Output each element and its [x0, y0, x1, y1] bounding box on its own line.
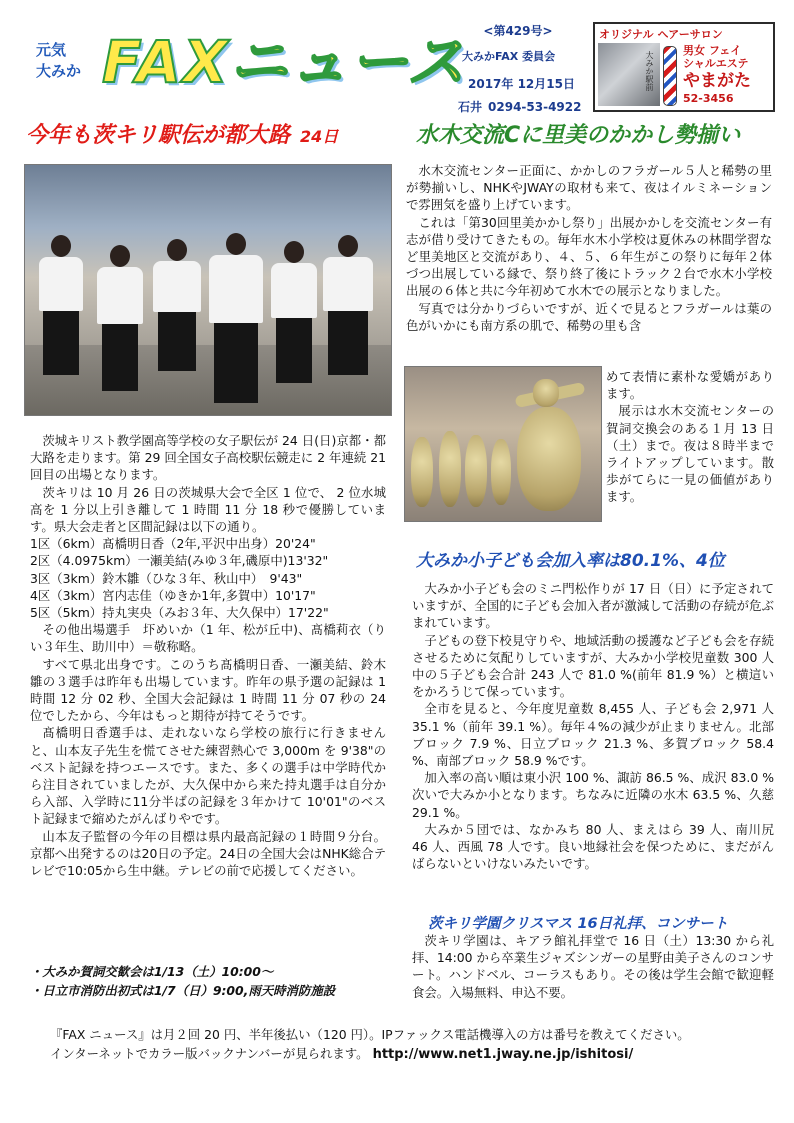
ekiden-paragraph: その他出場選手 圷めいか（1 年、松が丘中)、髙橋莉衣（りい３年生、助川中）＝敬称略。	[30, 622, 386, 655]
contact-name: 石井	[458, 100, 483, 114]
salon-name: やまがた	[683, 71, 751, 91]
mizuki-paragraph: 水木交流センター正面に、かかしのフラガール５人と稀勢の里が勢揃いし、NHKやJWAYの取材も来て、夜はイルミネーションで雰囲気を盛り上げています。	[406, 163, 772, 213]
kodomo-paragraph: 大みか５団では、なかみち 80 人、まえはら 39 人、南川尻 46 人、西風 78 人です。良い地縁社会を保つために、まだがんばらないといけないみたいです。	[412, 821, 774, 872]
committee-name: 大みかFAX 委員会	[462, 50, 556, 63]
mizuki-article-continued	[606, 368, 774, 506]
backnumber-link[interactable]: http://www.net1.jway.ne.jp/ishitosi/	[372, 1047, 634, 1062]
ad-details	[683, 44, 769, 105]
runners-photo	[24, 164, 392, 416]
ekiden-result-leg-4: 4区（3km）宮内志佳（ゆきか1年,多賀中）10'17"	[30, 587, 316, 603]
event-note: ・日立市消防出初式は1/7（日）9:00,雨天時消防施設	[30, 983, 336, 998]
kodomo-paragraph: 全市を見ると、今年度児童数 8,455 人、子ども会 2,971 人 35.1 %（前年 39.1 %）。毎年４%の減少が止まりません。北部ブロック 7.9 %、日立ブロック 21.3 %、多賀ブロック 58.4 %、南部ブロック 58.9 %です。	[412, 701, 774, 769]
xmas-paragraph: 茨キリ学園は、キアラ館礼拝堂で 16 日（土）13:30 から礼拝、14:00 から卒業生ジャズシンガーの星野由美子さんのコンサート。ハンドベル、コーラスもあり。その後は学生会館で歓迎軽食会。入場無料、申込不要。	[412, 933, 774, 1000]
scarecrow-figure	[411, 437, 433, 507]
mizuki-headline: 水木交流Cに里美のかかし勢揃い	[416, 123, 741, 148]
contact	[458, 98, 587, 115]
event-notes	[30, 962, 386, 1000]
ekiden-paragraph: すべて県北出身です。このうち髙橋明日香、一瀬美結、鈴木雛の３選手は昨年も出場しています。昨年の県予選の記録は 1 時間 12 分 02 秒、全国大会記録は 1 時間 11 分 07 秒の 24 位でしたから、今年はもっと期待が持てそうです。	[30, 656, 386, 724]
motto-line-2: 大みか	[36, 62, 82, 80]
salon-advertisement	[593, 22, 775, 112]
event-note: ・大みか賀詞交歓会は1/13（土）10:00～	[30, 964, 274, 979]
xmas-article	[412, 932, 774, 1001]
ekiden-headline	[26, 118, 338, 149]
ekiden-result-leg-2: 2区（4.0975km）一瀬美結(みゆ３年,磯原中)13'32"	[30, 553, 329, 569]
motto-line-1: 元気	[36, 41, 67, 59]
salon-sign-text: 大みか駅前	[645, 51, 654, 91]
salon-photo	[598, 43, 660, 106]
kodomo-paragraph: 大みか小子ども会のミニ門松作りが 17 日（日）に予定されていますが、全国的に子ども会加入者が激減して活動の存続が危ぶまれています。	[412, 581, 774, 631]
mizuki-paragraph: めて表情に素朴な愛嬌があります。	[606, 369, 774, 402]
kodomo-article	[412, 580, 774, 872]
ad-service-2: シャルエステ	[683, 57, 749, 70]
ekiden-result-leg-1: 1区（6km）髙橋明日香（2年,平沢中出身）20'24"	[30, 536, 316, 552]
footer	[50, 1025, 770, 1064]
scarecrow-figure	[439, 431, 461, 507]
newsletter-logo: FAXニュース	[102, 28, 467, 96]
footer-backnumber-text: インターネットでカラー版バックナンバーが見られます。	[50, 1046, 369, 1061]
ad-heading-1: オリジナル	[599, 28, 654, 41]
mizuki-paragraph: 展示は水木交流センターの賀詞交換会のある１月 13 日（土）まで。夜は８時半までライトアップしています。散歩がてらに一見の価値があります。	[606, 403, 774, 505]
runner-figure	[209, 255, 263, 403]
ekiden-paragraph: 茨城キリスト教学園高等学校の女子駅伝が 24 日(日)京都・都大路を走ります。第 29 回全国女子高校駅伝競走に 2 年連続 21 回目の出場となります。	[30, 433, 386, 483]
ad-service-1: 男女 フェイ	[683, 44, 742, 57]
barber-pole-icon	[663, 46, 677, 106]
mizuki-article	[406, 162, 772, 334]
scarecrow-head	[533, 379, 559, 407]
xmas-headline: 茨キリ学園クリスマス 16日礼拝、コンサート	[428, 916, 729, 932]
ekiden-headline-text: 今年も茨キリ駅伝が都大路	[26, 123, 291, 148]
ekiden-article	[30, 432, 386, 879]
ekiden-result-leg-5: 5区（5km）持丸実央（みお３年、大久保中）17'22"	[30, 605, 329, 621]
scarecrow-photo	[404, 366, 602, 522]
ekiden-paragraph: 茨キリは 10 月 26 日の茨城県大会で全区 1 位で、 2 位水城高を 1 分以上引き離して 1 時間 11 分 18 秒で優勝しています。県大会走者と区間記録は以下の通り。	[30, 484, 386, 535]
scarecrow-figure	[465, 435, 487, 507]
contact-tel: 0294-53-4922	[488, 100, 582, 114]
kodomo-headline: 大みか小子ども会加入率は80.1%、4位	[416, 551, 725, 571]
mizuki-paragraph: 写真では分かりづらいですが、近くで見るとフラガールは葉の色がいかにも南方系の肌で、稀勢の里も含	[406, 300, 772, 333]
ekiden-paragraph: 髙橋明日香選手は、走れないなら学校の旅行に行きませんと、山本友子先生を慌てさせた練習熱心で 3,000m を 9'38"のベスト記録を持つエースです。また、多くの選手は中学時代から注目されていましたが、大久保中から来た持丸選手は自分から入部、入学時に11分半ばの記録を３年かけて 10'01"のベスト記録まで縮めたがんばりやです。	[30, 725, 386, 827]
ekiden-paragraph: 山本友子監督の今年の目標は県内最高記録の１時間９分台。京都へ出発するのは20日の予定。24日の全国大会はNHK総合テレビで10:05から生中継。テレビの前で応援してください。	[30, 828, 386, 879]
mizuki-paragraph: これは「第30回里美かかし祭り」出展かかしを交流センター有志が借り受けてきたもの。毎年水木小学校は夏休みの林間学習など里美地区と交流があり、４、５、６年生がこの祭りに毎年２体づつ出展している縁で、祭り終了後にトラック２台で水木小学校出展の６体と共に今年初めて水木での展示となりました。	[406, 214, 772, 299]
runner-figure	[153, 261, 201, 371]
runner-figure	[39, 257, 83, 375]
issue-number: <第429号>	[483, 24, 553, 38]
scarecrow-figure	[491, 439, 511, 505]
footer-backnumber	[50, 1044, 770, 1064]
issue-date: 2017年 12月15日	[468, 77, 575, 91]
runner-figure	[97, 267, 143, 391]
ekiden-result-leg-3: 3区（3km）鈴木雛（ひな３年、秋山中） 9'43"	[30, 570, 303, 586]
runner-figure	[271, 263, 317, 383]
runner-figure	[323, 257, 373, 375]
footer-subscription: 『FAX ニュース』は月２回 20 円、半年後払い（120 円）。IPファックス電話機導入の方は番号を教えてください。	[50, 1027, 690, 1042]
kodomo-paragraph: 子どもの登下校見守りや、地域活動の援護など子ども会を存続させるために気配りしていますが、大みか小学校児童数 300 人中の５子ども会合計 243 人で 81.0 %(前年 81.9 %）と横這いをかろうじて保っています。	[412, 632, 774, 700]
ad-heading-2: ヘアーサロン	[657, 28, 723, 41]
motto	[36, 40, 96, 82]
ad-heading	[599, 26, 727, 42]
sumo-scarecrow	[517, 407, 581, 511]
kodomo-paragraph: 加入率の高い順は東小沢 100 %、諏訪 86.5 %、成沢 83.0 %次いで大みか小となります。ちなみに近隣の水木 63.5 %、久慈 29.1 %。	[412, 770, 774, 820]
ekiden-results-list	[30, 535, 386, 621]
salon-tel: 52-3456	[683, 92, 734, 105]
ekiden-headline-date: 24日	[300, 127, 339, 146]
